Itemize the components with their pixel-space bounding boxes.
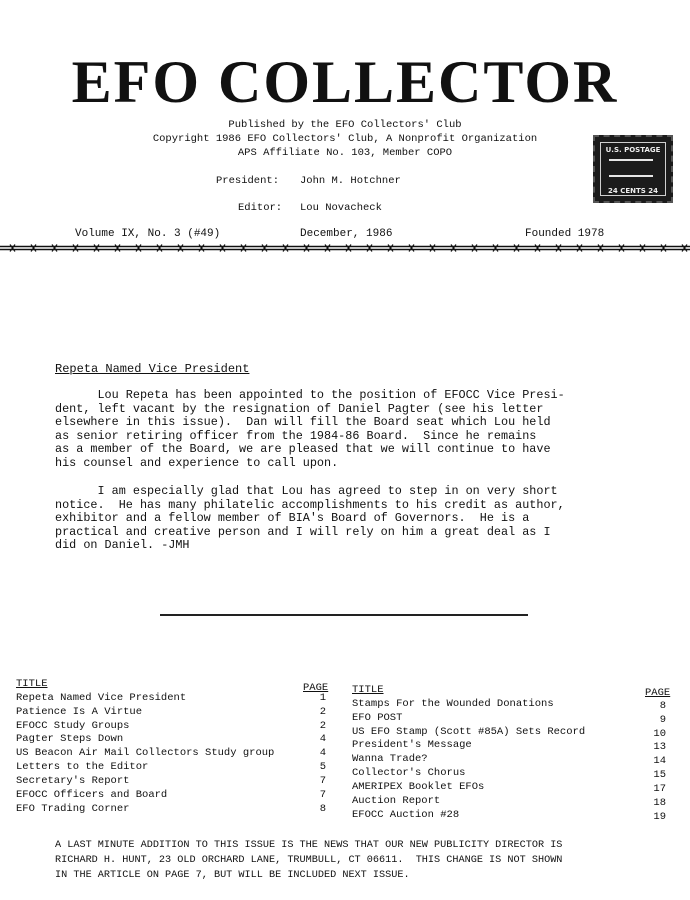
editor-name: Lou Novacheck	[300, 202, 382, 214]
toc-left-title: Secretary's Report	[16, 775, 130, 787]
airplane-icon	[609, 159, 653, 177]
toc-right-title: Wanna Trade?	[352, 753, 428, 765]
toc-left-page: 1	[319, 692, 326, 704]
affiliate-line: APS Affiliate No. 103, Member COPO	[237, 147, 453, 159]
toc-right-page: 14	[653, 755, 666, 767]
toc-right-title-header: TITLE	[352, 684, 384, 696]
last-minute-notice: A LAST MINUTE ADDITION TO THIS ISSUE IS THE NEWS THAT OUR NEW PUBLICITY DIRECTOR IS RICHARD H. HUNT, 23 OLD ORCHARD LANE, TRUMBULL, CT 06611. THIS CHANGE IS NOT SHOWN IN THE ARTICLE ON PAGE 7, BUT WILL BE INCLUDED NEXT ISSUE.	[55, 840, 563, 881]
issue-date: December, 1986	[300, 228, 393, 240]
article-paragraph-2: I am especially glad that Lou has agreed to step in on very short notice. He has many philatelic accomplishments to his credit as author, exhibitor and a fellow member of BIA's Board of Governors. He is a practical and creative person and I will rely on him a great deal as I did on Daniel. -JMH	[55, 484, 565, 552]
stamp-top-text: U.S. POSTAGE	[605, 146, 661, 154]
toc-right-page: 17	[653, 783, 666, 795]
toc-right-page: 10	[653, 728, 666, 740]
toc-right-page: 15	[653, 769, 666, 781]
toc-left-page: 4	[319, 733, 326, 745]
toc-right-page: 13	[653, 741, 666, 753]
toc-right-title: Auction Report	[352, 795, 441, 807]
toc-left-page: 2	[319, 706, 326, 718]
toc-right-page: 18	[653, 797, 666, 809]
section-divider	[160, 614, 528, 616]
volume-number: Volume IX, No. 3 (#49)	[75, 228, 221, 240]
toc-right-page-header: PAGE	[645, 687, 671, 699]
president-name: John M. Hotchner	[300, 175, 401, 187]
founded-year: Founded 1978	[525, 228, 605, 240]
toc-right-page: 8	[659, 700, 666, 712]
toc-left-title-header: TITLE	[16, 678, 48, 690]
article-paragraph-1: Lou Repeta has been appointed to the position of EFOCC Vice Presi- dent, left vacant by the resignation of Daniel Pagter (see his letter elsewhere in this issue). Dan will fill the Board seat which Lou held as senior retiring officer from the 1984-86 Board. Since he remains as a member of the Board, we are pleased that we will continue to have his counsel and experience to call upon.	[55, 388, 565, 470]
toc-right-title: Stamps For the Wounded Donations	[352, 698, 554, 710]
toc-left-page: 4	[319, 747, 326, 759]
publisher-line: Published by the EFO Collectors' Club	[228, 119, 462, 131]
toc-left-title: Pagter Steps Down	[16, 733, 124, 745]
copyright-line: Copyright 1986 EFO Collectors' Club, A Nonprofit Organization	[152, 133, 538, 145]
toc-left-title: EFO Trading Corner	[16, 803, 130, 815]
toc-left-title: EFOCC Officers and Board	[16, 789, 168, 801]
president-label: President:	[216, 175, 280, 187]
masthead-title: EFO COLLECTOR	[71, 49, 619, 115]
article-title: Repeta Named Vice President	[55, 362, 250, 376]
toc-right-page: 19	[653, 811, 666, 823]
toc-left-page: 7	[319, 789, 326, 801]
toc-left-title: EFOCC Study Groups	[16, 720, 130, 732]
toc-right-title: AMERIPEX Booklet EFOs	[352, 781, 485, 793]
toc-right-title: Collector's Chorus	[352, 767, 466, 779]
toc-right-title: EFO POST	[352, 712, 403, 724]
toc-right-title: EFOCC Auction #28	[352, 809, 460, 821]
toc-left-page: 2	[319, 720, 326, 732]
toc-right-page: 9	[659, 714, 666, 726]
stamp-image	[593, 135, 673, 203]
toc-right-title: President's Message	[352, 739, 472, 751]
stamp-bottom-text: 24 CENTS 24	[608, 187, 658, 195]
editor-label: Editor:	[238, 202, 283, 214]
toc-left-title: US Beacon Air Mail Collectors Study group	[16, 747, 275, 759]
toc-left-page: 5	[319, 761, 326, 773]
toc-left-page: 8	[319, 803, 326, 815]
toc-left-title: Letters to the Editor	[16, 761, 149, 773]
toc-right-title: US EFO Stamp (Scott #85A) Sets Record	[352, 726, 586, 738]
decorative-rule	[0, 244, 690, 252]
toc-left-page: 7	[319, 775, 326, 787]
toc-left-page-header: PAGE	[303, 682, 329, 694]
toc-left-title: Patience Is A Virtue	[16, 706, 143, 718]
toc-left-title: Repeta Named Vice President	[16, 692, 187, 704]
